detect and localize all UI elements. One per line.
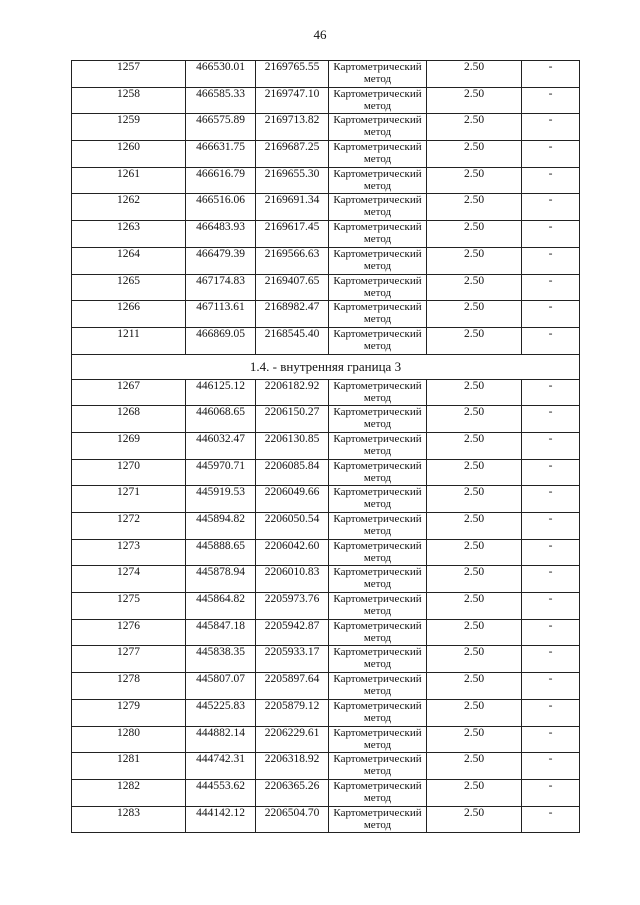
table-row (72, 274, 580, 301)
table-row (72, 806, 580, 833)
x-coordinate-cell: 446068.65 (186, 406, 256, 433)
table-row (72, 619, 580, 646)
method-line1: Картометрический (333, 406, 422, 419)
table-body-before (72, 61, 580, 355)
y-coordinate-cell: 2206504.70 (256, 806, 329, 833)
table-row (72, 566, 580, 593)
note-cell: - (522, 753, 580, 780)
x-coordinate-cell: 467174.83 (186, 274, 256, 301)
point-number-cell: 1265 (72, 274, 186, 301)
note-cell: - (522, 539, 580, 566)
x-coordinate-cell: 466479.39 (186, 247, 256, 274)
x-coordinate-cell: 444882.14 (186, 726, 256, 753)
note-cell: - (522, 593, 580, 620)
method-line2: метод (363, 605, 392, 618)
accuracy-cell: 2.50 (427, 459, 522, 486)
method-line2: метод (363, 551, 392, 564)
y-coordinate-cell: 2169687.25 (256, 141, 329, 168)
method-cell (329, 806, 427, 833)
table-row (72, 432, 580, 459)
table-body-after (72, 379, 580, 833)
method-line2: метод (363, 818, 392, 831)
x-coordinate-cell: 466585.33 (186, 87, 256, 114)
table-row (72, 114, 580, 141)
note-cell: - (522, 646, 580, 673)
method-cell (329, 167, 427, 194)
method-cell (329, 141, 427, 168)
point-number-cell: 1274 (72, 566, 186, 593)
y-coordinate-cell: 2206318.92 (256, 753, 329, 780)
method-line1: Картометрический (333, 779, 422, 792)
method-cell (329, 726, 427, 753)
note-cell: - (522, 699, 580, 726)
accuracy-cell: 2.50 (427, 779, 522, 806)
accuracy-cell: 2.50 (427, 486, 522, 513)
y-coordinate-cell: 2206365.26 (256, 779, 329, 806)
y-coordinate-cell: 2169713.82 (256, 114, 329, 141)
method-line1: Картометрический (333, 513, 422, 525)
page-number: 46 (313, 27, 327, 42)
table-row (72, 699, 580, 726)
accuracy-cell: 2.50 (427, 379, 522, 406)
method-line1: Картометрический (333, 61, 422, 73)
point-number-cell: 1281 (72, 753, 186, 780)
accuracy-cell: 2.50 (427, 141, 522, 168)
table-row (72, 459, 580, 486)
y-coordinate-cell: 2205879.12 (256, 699, 329, 726)
y-coordinate-cell: 2206010.83 (256, 566, 329, 593)
point-number-cell: 1282 (72, 779, 186, 806)
y-coordinate-cell: 2206150.27 (256, 406, 329, 433)
accuracy-cell: 2.50 (427, 513, 522, 540)
method-line1: Картометрический (333, 194, 422, 207)
note-cell: - (522, 87, 580, 114)
method-cell (329, 61, 427, 88)
accuracy-cell: 2.50 (427, 327, 522, 354)
method-line1: Картометрический (333, 274, 422, 287)
point-number-cell: 1276 (72, 619, 186, 646)
method-line2: метод (363, 339, 392, 352)
note-cell: - (522, 379, 580, 406)
method-line1: Картометрический (333, 539, 422, 552)
x-coordinate-cell: 467113.61 (186, 301, 256, 328)
method-line2: метод (363, 738, 392, 751)
method-cell (329, 274, 427, 301)
note-cell: - (522, 432, 580, 459)
note-cell: - (522, 513, 580, 540)
note-cell: - (522, 673, 580, 700)
y-coordinate-cell: 2169765.55 (256, 61, 329, 88)
x-coordinate-cell: 466483.93 (186, 221, 256, 248)
method-line1: Картометрический (333, 459, 422, 472)
x-coordinate-cell: 466631.75 (186, 141, 256, 168)
point-number-cell: 1278 (72, 673, 186, 700)
method-line2: метод (363, 791, 392, 804)
method-line1: Картометрический (333, 593, 422, 606)
method-cell (329, 432, 427, 459)
method-cell (329, 221, 427, 248)
table-row (72, 593, 580, 620)
method-line2: метод (363, 206, 392, 219)
method-line2: метод (363, 418, 392, 431)
note-cell: - (522, 566, 580, 593)
method-line2: метод (363, 685, 392, 698)
y-coordinate-cell: 2205973.76 (256, 593, 329, 620)
table-row (72, 167, 580, 194)
x-coordinate-cell: 445847.18 (186, 619, 256, 646)
method-cell (329, 114, 427, 141)
method-line1: Картометрический (333, 167, 422, 180)
y-coordinate-cell: 2205942.87 (256, 619, 329, 646)
x-coordinate-cell: 445970.71 (186, 459, 256, 486)
accuracy-cell: 2.50 (427, 167, 522, 194)
point-number-cell: 1270 (72, 459, 186, 486)
table-row (72, 726, 580, 753)
y-coordinate-cell: 2206130.85 (256, 432, 329, 459)
method-line1: Картометрический (333, 699, 422, 712)
method-line2: метод (363, 471, 392, 484)
method-line2: метод (363, 99, 392, 112)
y-coordinate-cell: 2206050.54 (256, 513, 329, 540)
accuracy-cell: 2.50 (427, 114, 522, 141)
point-number-cell: 1267 (72, 379, 186, 406)
y-coordinate-cell: 2206085.84 (256, 459, 329, 486)
x-coordinate-cell: 445225.83 (186, 699, 256, 726)
point-number-cell: 1269 (72, 432, 186, 459)
method-line1: Картометрический (333, 141, 422, 154)
y-coordinate-cell: 2169617.45 (256, 221, 329, 248)
x-coordinate-cell: 445888.65 (186, 539, 256, 566)
method-cell (329, 513, 427, 540)
x-coordinate-cell: 444142.12 (186, 806, 256, 833)
y-coordinate-cell: 2169655.30 (256, 167, 329, 194)
method-cell (329, 593, 427, 620)
method-line2: метод (363, 313, 392, 326)
point-number-cell: 1261 (72, 167, 186, 194)
note-cell: - (522, 274, 580, 301)
section-header-body (72, 354, 580, 379)
method-cell (329, 459, 427, 486)
point-number-cell: 1268 (72, 406, 186, 433)
table-row (72, 61, 580, 88)
accuracy-cell: 2.50 (427, 673, 522, 700)
note-cell: - (522, 61, 580, 88)
y-coordinate-cell: 2206042.60 (256, 539, 329, 566)
note-cell: - (522, 247, 580, 274)
point-number-cell: 1273 (72, 539, 186, 566)
accuracy-cell: 2.50 (427, 539, 522, 566)
point-number-cell: 1257 (72, 61, 186, 88)
accuracy-cell: 2.50 (427, 726, 522, 753)
point-number-cell: 1259 (72, 114, 186, 141)
accuracy-cell: 2.50 (427, 806, 522, 833)
note-cell: - (522, 301, 580, 328)
accuracy-cell: 2.50 (427, 87, 522, 114)
x-coordinate-cell: 445864.82 (186, 593, 256, 620)
method-cell (329, 619, 427, 646)
method-line2: метод (363, 391, 392, 404)
table-row (72, 379, 580, 406)
method-cell (329, 247, 427, 274)
method-line1: Картометрический (333, 301, 422, 314)
note-cell: - (522, 114, 580, 141)
point-number-cell: 1279 (72, 699, 186, 726)
method-line1: Картометрический (333, 114, 422, 127)
table-row (72, 221, 580, 248)
point-number-cell: 1266 (72, 301, 186, 328)
x-coordinate-cell: 466616.79 (186, 167, 256, 194)
accuracy-cell: 2.50 (427, 593, 522, 620)
section-header-row (72, 354, 580, 379)
point-number-cell: 1277 (72, 646, 186, 673)
method-line1: Картометрический (333, 726, 422, 739)
method-line1: Картометрический (333, 221, 422, 234)
x-coordinate-cell: 445838.35 (186, 646, 256, 673)
method-line2: метод (363, 711, 392, 724)
method-cell (329, 194, 427, 221)
x-coordinate-cell: 445878.94 (186, 566, 256, 593)
method-line1: Картометрический (333, 432, 422, 445)
y-coordinate-cell: 2169566.63 (256, 247, 329, 274)
method-cell (329, 379, 427, 406)
x-coordinate-cell: 445894.82 (186, 513, 256, 540)
table-row (72, 194, 580, 221)
accuracy-cell: 2.50 (427, 753, 522, 780)
x-coordinate-cell: 466516.06 (186, 194, 256, 221)
method-cell (329, 673, 427, 700)
table-row (72, 673, 580, 700)
method-cell (329, 486, 427, 513)
accuracy-cell: 2.50 (427, 406, 522, 433)
method-cell (329, 539, 427, 566)
x-coordinate-cell: 444742.31 (186, 753, 256, 780)
table-row (72, 327, 580, 354)
note-cell: - (522, 459, 580, 486)
point-number-cell: 1280 (72, 726, 186, 753)
x-coordinate-cell: 466530.01 (186, 61, 256, 88)
y-coordinate-cell: 2169691.34 (256, 194, 329, 221)
x-coordinate-cell: 466575.89 (186, 114, 256, 141)
x-coordinate-cell: 446125.12 (186, 379, 256, 406)
accuracy-cell: 2.50 (427, 61, 522, 88)
table-row (72, 513, 580, 540)
table-row (72, 301, 580, 328)
method-line1: Картометрический (333, 619, 422, 632)
method-line2: метод (363, 498, 392, 511)
accuracy-cell: 2.50 (427, 699, 522, 726)
point-number-cell: 1260 (72, 141, 186, 168)
accuracy-cell: 2.50 (427, 432, 522, 459)
note-cell: - (522, 486, 580, 513)
table-row (72, 779, 580, 806)
y-coordinate-cell: 2205897.64 (256, 673, 329, 700)
note-cell: - (522, 406, 580, 433)
point-number-cell: 1272 (72, 513, 186, 540)
table-row (72, 87, 580, 114)
note-cell: - (522, 327, 580, 354)
table-row (72, 753, 580, 780)
method-cell (329, 699, 427, 726)
method-line1: Картометрический (333, 379, 422, 392)
method-line1: Картометрический (333, 673, 422, 686)
y-coordinate-cell: 2206049.66 (256, 486, 329, 513)
method-cell (329, 327, 427, 354)
method-cell (329, 779, 427, 806)
table-row (72, 539, 580, 566)
y-coordinate-cell: 2168982.47 (256, 301, 329, 328)
x-coordinate-cell: 444553.62 (186, 779, 256, 806)
accuracy-cell: 2.50 (427, 566, 522, 593)
method-line1: Картометрический (333, 806, 422, 819)
method-line1: Картометрический (333, 646, 422, 659)
note-cell: - (522, 167, 580, 194)
method-line2: метод (363, 286, 392, 299)
y-coordinate-cell: 2206182.92 (256, 379, 329, 406)
method-cell (329, 87, 427, 114)
note-cell: - (522, 194, 580, 221)
section-title: 1.4. - внутренняя граница 3 (72, 354, 580, 379)
x-coordinate-cell: 445919.53 (186, 486, 256, 513)
accuracy-cell: 2.50 (427, 301, 522, 328)
method-cell (329, 406, 427, 433)
method-line2: метод (363, 765, 392, 778)
point-number-cell: 1262 (72, 194, 186, 221)
table-row (72, 406, 580, 433)
y-coordinate-cell: 2169747.10 (256, 87, 329, 114)
point-number-cell: 1258 (72, 87, 186, 114)
method-line2: метод (363, 259, 392, 272)
accuracy-cell: 2.50 (427, 194, 522, 221)
method-line2: метод (363, 444, 392, 457)
accuracy-cell: 2.50 (427, 274, 522, 301)
point-number-cell: 1271 (72, 486, 186, 513)
method-cell (329, 646, 427, 673)
note-cell: - (522, 726, 580, 753)
table-row (72, 486, 580, 513)
method-line2: метод (363, 153, 392, 166)
x-coordinate-cell: 466869.05 (186, 327, 256, 354)
method-line2: метод (363, 179, 392, 192)
table-row (72, 141, 580, 168)
y-coordinate-cell: 2168545.40 (256, 327, 329, 354)
note-cell: - (522, 141, 580, 168)
method-line1: Картометрический (333, 566, 422, 579)
point-number-cell: 1211 (72, 327, 186, 354)
method-line2: метод (363, 578, 392, 591)
method-line1: Картометрический (333, 753, 422, 766)
note-cell: - (522, 779, 580, 806)
method-cell (329, 753, 427, 780)
accuracy-cell: 2.50 (427, 221, 522, 248)
x-coordinate-cell: 446032.47 (186, 432, 256, 459)
method-line2: метод (363, 658, 392, 671)
method-line1: Картометрический (333, 327, 422, 340)
point-number-cell: 1283 (72, 806, 186, 833)
point-number-cell: 1275 (72, 593, 186, 620)
accuracy-cell: 2.50 (427, 646, 522, 673)
y-coordinate-cell: 2169407.65 (256, 274, 329, 301)
method-line1: Картометрический (333, 486, 422, 499)
table-row (72, 646, 580, 673)
point-number-cell: 1263 (72, 221, 186, 248)
accuracy-cell: 2.50 (427, 247, 522, 274)
method-line2: метод (363, 525, 392, 537)
method-line1: Картометрический (333, 247, 422, 260)
method-line2: метод (363, 126, 392, 139)
y-coordinate-cell: 2206229.61 (256, 726, 329, 753)
method-line2: метод (363, 73, 392, 85)
note-cell: - (522, 806, 580, 833)
method-line2: метод (363, 631, 392, 644)
note-cell: - (522, 619, 580, 646)
method-line2: метод (363, 233, 392, 246)
method-cell (329, 301, 427, 328)
note-cell: - (522, 221, 580, 248)
method-line1: Картометрический (333, 87, 422, 100)
x-coordinate-cell: 445807.07 (186, 673, 256, 700)
method-cell (329, 566, 427, 593)
coordinates-table (71, 60, 580, 833)
table-row (72, 247, 580, 274)
point-number-cell: 1264 (72, 247, 186, 274)
y-coordinate-cell: 2205933.17 (256, 646, 329, 673)
accuracy-cell: 2.50 (427, 619, 522, 646)
